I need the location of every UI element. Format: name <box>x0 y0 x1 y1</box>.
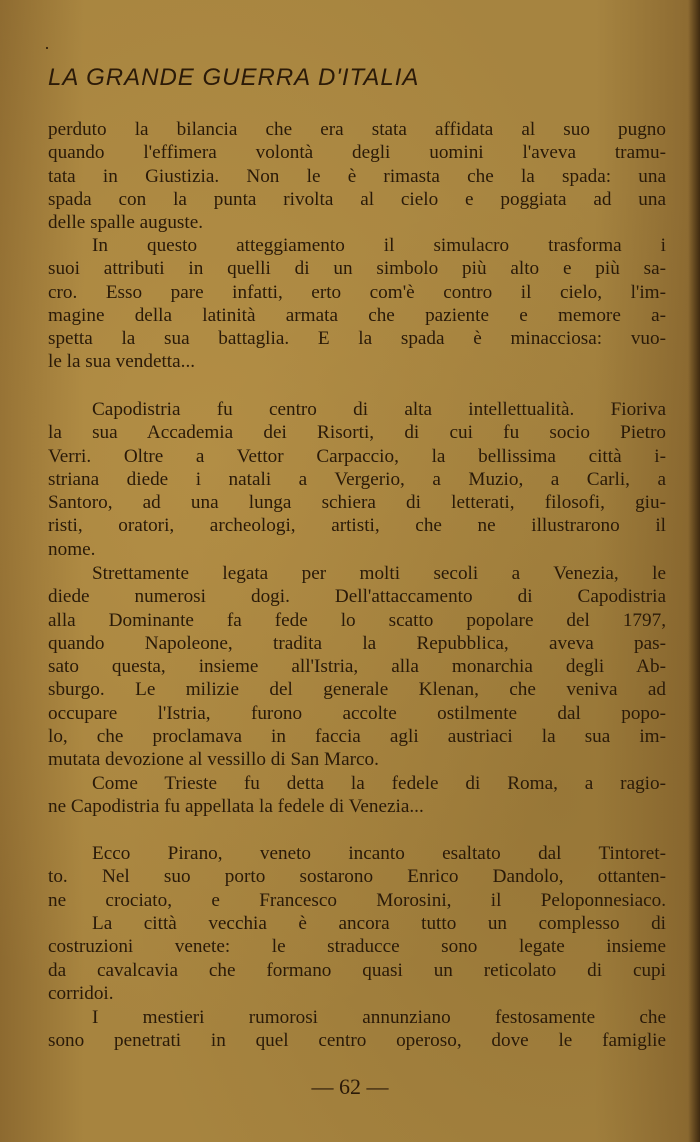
text-line: perduto la bilancia che era stata affidata al suo pugno <box>48 119 666 140</box>
page-edge-shadow <box>688 0 700 1142</box>
text-line: ne crociato, e Francesco Morosini, il Peloponnesiaco. <box>48 889 666 911</box>
text-line: delle spalle auguste. <box>48 212 204 234</box>
text-line: diede numerosi dogi. Dell'attaccamento di Capodistria <box>48 586 666 608</box>
text-line: lo, che proclamava in faccia agli austriaci la sua im- <box>48 726 666 748</box>
speck-mark: · <box>44 38 50 58</box>
text-line: la sua Accademia dei Risorti, di cui fu socio Pietro <box>48 422 666 444</box>
text-line: La città vecchia è ancora tutto un complesso di <box>92 913 666 934</box>
text-line: In questo atteggiamento il simulacro trasforma i <box>92 235 666 256</box>
text-line: occupare l'Istria, furono accolte ostilmente dal popo- <box>48 702 666 724</box>
text-line: to. Nel suo porto sostarono Enrico Dandolo, ottanten- <box>48 866 666 888</box>
paragraph-2 <box>48 234 666 374</box>
text-line: striana diede i natali a Vergerio, a Muzio, a Carli, a <box>48 468 666 490</box>
paragraph-4 <box>48 562 666 772</box>
text-line: mutata devozione al vessillo di San Marco. <box>48 749 379 771</box>
text-line: Santoro, ad una lunga schiera di letterati, filosofi, giu- <box>48 492 666 514</box>
paragraph-7 <box>48 912 666 1005</box>
text-line: cro. Esso pare infatti, erto com'è contro il cielo, l'im- <box>48 281 666 303</box>
text-line: alla Dominante fa fede lo scatto popolare del 1797, <box>48 609 666 631</box>
text-line: le la sua vendetta... <box>48 351 196 373</box>
text-line: ne Capodistria fu appellata la fedele di Venezia... <box>48 796 424 818</box>
text-line: sburgo. Le milizie del generale Klenan, che veniva ad <box>48 679 666 701</box>
text-line: da cavalcavia che formano quasi un reticolato di cupi <box>48 959 666 981</box>
text-line: costruzioni venete: le straducce sono legate insieme <box>48 936 666 958</box>
text-line: quando l'effimera volontà degli uomini l'aveva tramu- <box>48 142 666 164</box>
text-line: I mestieri rumorosi annunziano festosamente che <box>92 1007 666 1028</box>
text-line: Come Trieste fu detta la fedele di Roma, a ragio- <box>92 773 666 794</box>
text-line: Verri. Oltre a Vettor Carpaccio, la bellissima città i- <box>48 445 666 467</box>
paragraph-6 <box>48 842 666 912</box>
paragraph-8 <box>48 1006 666 1053</box>
text-line: Capodistria fu centro di alta intellettualità. Fioriva <box>92 399 666 420</box>
paragraph-3 <box>48 398 666 561</box>
text-line: corridoi. <box>48 982 114 1004</box>
text-line: tata in Giustizia. Non le è rimasta che la spada: una <box>48 165 666 187</box>
text-line: Strettamente legata per molti secoli a Venezia, le <box>92 563 666 584</box>
text-line: nome. <box>48 538 96 560</box>
text-line: sono penetrati in quel centro operoso, dove le famiglie <box>48 1030 666 1052</box>
text-line: magine della latinità armata che paziente e memore a- <box>48 304 666 326</box>
paragraph-5 <box>48 772 666 819</box>
text-line: spada con la punta rivolta al cielo e poggiata ad una <box>48 188 666 210</box>
paragraph-1 <box>48 118 666 234</box>
text-line: spetta la sua battaglia. E la spada è minacciosa: vuo- <box>48 328 666 350</box>
text-line: quando Napoleone, tradita la Repubblica, aveva pas- <box>48 632 666 654</box>
text-line: sato questa, insieme all'Istria, alla monarchia degli Ab- <box>48 656 666 678</box>
text-line: risti, oratori, archeologi, artisti, che ne illustrarono il <box>48 515 666 537</box>
page-number: — 62 — <box>311 1074 389 1099</box>
text-line: suoi attributi in quelli di un simbolo più alto e più sa- <box>48 258 666 280</box>
running-header: LA GRANDE GUERRA D'ITALIA <box>48 64 420 91</box>
text-line: Ecco Pirano, veneto incanto esaltato dal Tintoret- <box>92 843 666 864</box>
